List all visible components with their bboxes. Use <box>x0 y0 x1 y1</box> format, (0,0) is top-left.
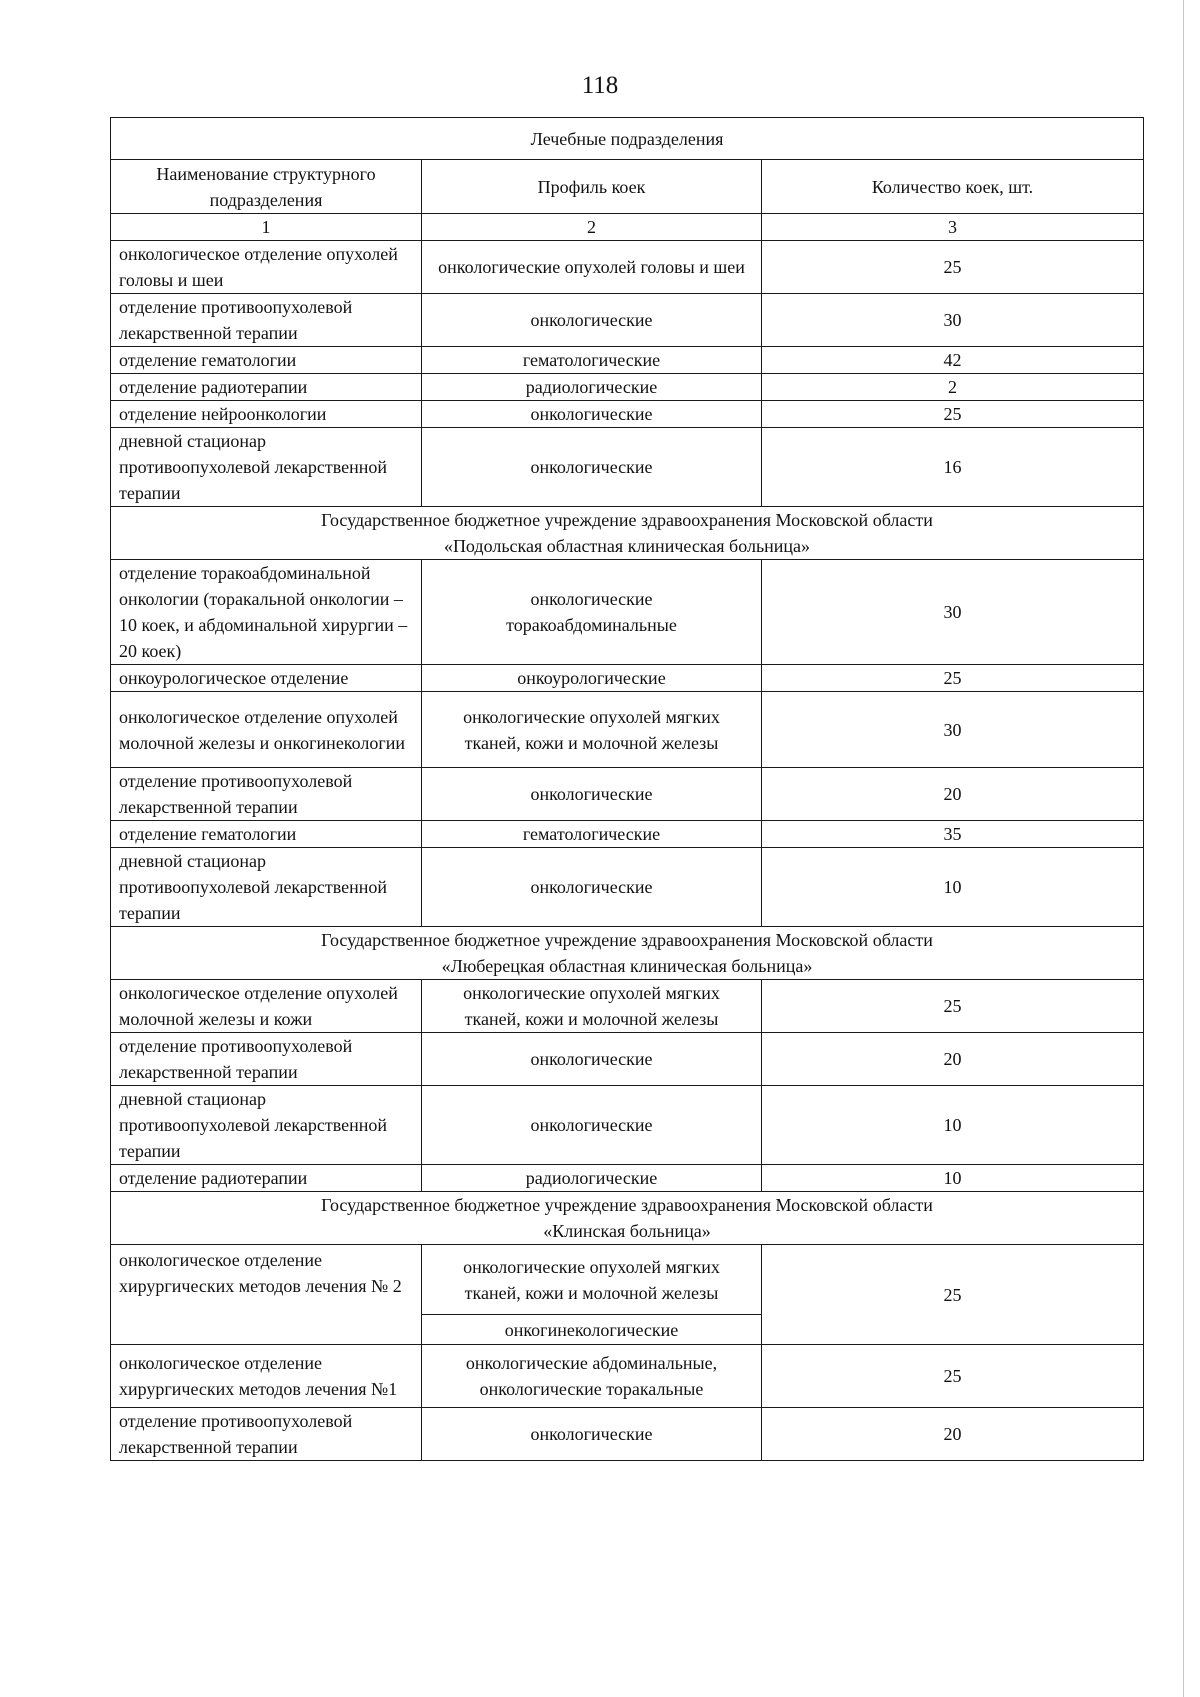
column-number-2: 2 <box>422 214 762 241</box>
table-row <box>111 374 1144 401</box>
bed-count: 20 <box>762 1408 1144 1461</box>
table-row <box>111 1086 1144 1165</box>
department-name: онкологическое отделение опухолей головы и шеи <box>111 241 422 294</box>
table-row <box>111 1345 1144 1408</box>
institution-line-2: «Клинская больница» <box>543 1221 711 1241</box>
bed-profile: онкологические опухолей головы и шеи <box>422 241 762 294</box>
header-row <box>111 160 1144 214</box>
bed-profile: радиологические <box>422 1165 762 1192</box>
table-row <box>111 241 1144 294</box>
department-name: отделение торакоабдоминальной онкологии (торакальной онкологии – 10 коек, и абдоминальной хирургии – 20 коек) <box>111 560 422 665</box>
institution-line-1: Государственное бюджетное учреждение здравоохранения Московской области <box>321 1195 933 1215</box>
bed-profile: онкологические <box>422 401 762 428</box>
bed-count: 25 <box>762 665 1144 692</box>
bed-count: 30 <box>762 560 1144 665</box>
table-row <box>111 665 1144 692</box>
bed-profile: онкологические <box>422 1086 762 1165</box>
bed-profile: онкологические опухолей мягких тканей, кожи и молочной железы <box>422 980 762 1033</box>
department-name: отделение противоопухолевой лекарственной терапии <box>111 1033 422 1086</box>
column-number-row <box>111 214 1144 241</box>
column-number-1: 1 <box>111 214 422 241</box>
department-name: отделение радиотерапии <box>111 1165 422 1192</box>
department-name: дневной стационар противоопухолевой лекарственной терапии <box>111 848 422 927</box>
department-name: отделение нейроонкологии <box>111 401 422 428</box>
department-name: отделение противоопухолевой лекарственной терапии <box>111 1408 422 1461</box>
table-row <box>111 692 1144 768</box>
table-row <box>111 560 1144 665</box>
bed-count: 10 <box>762 1086 1144 1165</box>
bed-count: 25 <box>762 980 1144 1033</box>
page-number: 118 <box>581 72 619 99</box>
department-name: отделение радиотерапии <box>111 374 422 401</box>
bed-count: 10 <box>762 1165 1144 1192</box>
bed-profile: онкогинекологические <box>422 1315 762 1345</box>
table-row <box>111 1033 1144 1086</box>
bed-count: 30 <box>762 294 1144 347</box>
department-name: онкоурологическое отделение <box>111 665 422 692</box>
institution-heading <box>111 1192 1144 1245</box>
bed-count: 20 <box>762 768 1144 821</box>
bed-profile: онкологические опухолей мягких тканей, кожи и молочной железы <box>422 1245 762 1315</box>
bed-profile: радиологические <box>422 374 762 401</box>
department-name: онкологическое отделение хирургических методов лечения №1 <box>111 1345 422 1408</box>
column-number-3: 3 <box>762 214 1144 241</box>
department-name: дневной стационар противоопухолевой лекарственной терапии <box>111 1086 422 1165</box>
table-row <box>111 848 1144 927</box>
table-row <box>111 1408 1144 1461</box>
header-count: Количество коек, шт. <box>762 160 1144 214</box>
table-row <box>111 980 1144 1033</box>
bed-profile: онкологические опухолей мягких тканей, кожи и молочной железы <box>422 692 762 768</box>
institution-row <box>111 507 1144 560</box>
department-name: онкологическое отделение опухолей молочной железы и кожи <box>111 980 422 1033</box>
institution-line-1: Государственное бюджетное учреждение здравоохранения Московской области <box>321 510 933 530</box>
institution-row <box>111 1192 1144 1245</box>
institution-heading <box>111 507 1144 560</box>
department-name: отделение гематологии <box>111 821 422 848</box>
table-row <box>111 1245 1144 1315</box>
department-name: отделение противоопухолевой лекарственной терапии <box>111 768 422 821</box>
table-row <box>111 768 1144 821</box>
bed-count: 25 <box>762 241 1144 294</box>
institution-line-1: Государственное бюджетное учреждение здравоохранения Московской области <box>321 930 933 950</box>
bed-count: 42 <box>762 347 1144 374</box>
institution-row <box>111 927 1144 980</box>
institution-line-2: «Подольская областная клиническая больница» <box>443 536 811 556</box>
section-title: Лечебные подразделения <box>111 118 1144 160</box>
bed-profile: онкологические <box>422 294 762 347</box>
institution-heading <box>111 927 1144 980</box>
bed-profile: онкологические <box>422 1033 762 1086</box>
department-name: отделение гематологии <box>111 347 422 374</box>
bed-profile: онкологические абдоминальные, онкологические торакальные <box>422 1345 762 1408</box>
table-row <box>111 401 1144 428</box>
bed-profile: гематологические <box>422 821 762 848</box>
bed-count: 2 <box>762 374 1144 401</box>
section-title-row <box>111 118 1144 160</box>
bed-count: 35 <box>762 821 1144 848</box>
scan-edge-line <box>1183 0 1184 1697</box>
bed-count: 20 <box>762 1033 1144 1086</box>
table-row <box>111 1165 1144 1192</box>
bed-profile: онкологические <box>422 768 762 821</box>
bed-count: 25 <box>762 401 1144 428</box>
bed-profile: онкологические <box>422 848 762 927</box>
table-row <box>111 347 1144 374</box>
table-row <box>111 294 1144 347</box>
header-name: Наименование структурного подразделения <box>111 160 422 214</box>
department-name: онкологическое отделение опухолей молочной железы и онкогинекологии <box>111 692 422 768</box>
department-name: онкологическое отделение хирургических методов лечения № 2 <box>111 1245 422 1345</box>
table-row <box>111 821 1144 848</box>
bed-count: 25 <box>762 1345 1144 1408</box>
bed-profile: онкологические торакоабдоминальные <box>422 560 762 665</box>
bed-count: 10 <box>762 848 1144 927</box>
institution-line-2: «Люберецкая областная клиническая больница» <box>441 956 813 976</box>
department-name: дневной стационар противоопухолевой лекарственной терапии <box>111 428 422 507</box>
department-name: отделение противоопухолевой лекарственной терапии <box>111 294 422 347</box>
bed-profile: онкологические <box>422 428 762 507</box>
header-profile: Профиль коек <box>422 160 762 214</box>
bed-count: 30 <box>762 692 1144 768</box>
bed-count: 25 <box>762 1245 1144 1345</box>
table-row <box>111 428 1144 507</box>
bed-profile: гематологические <box>422 347 762 374</box>
bed-profile: онкологические <box>422 1408 762 1461</box>
bed-count: 16 <box>762 428 1144 507</box>
beds-table <box>110 117 1144 1461</box>
bed-profile: онкоурологические <box>422 665 762 692</box>
